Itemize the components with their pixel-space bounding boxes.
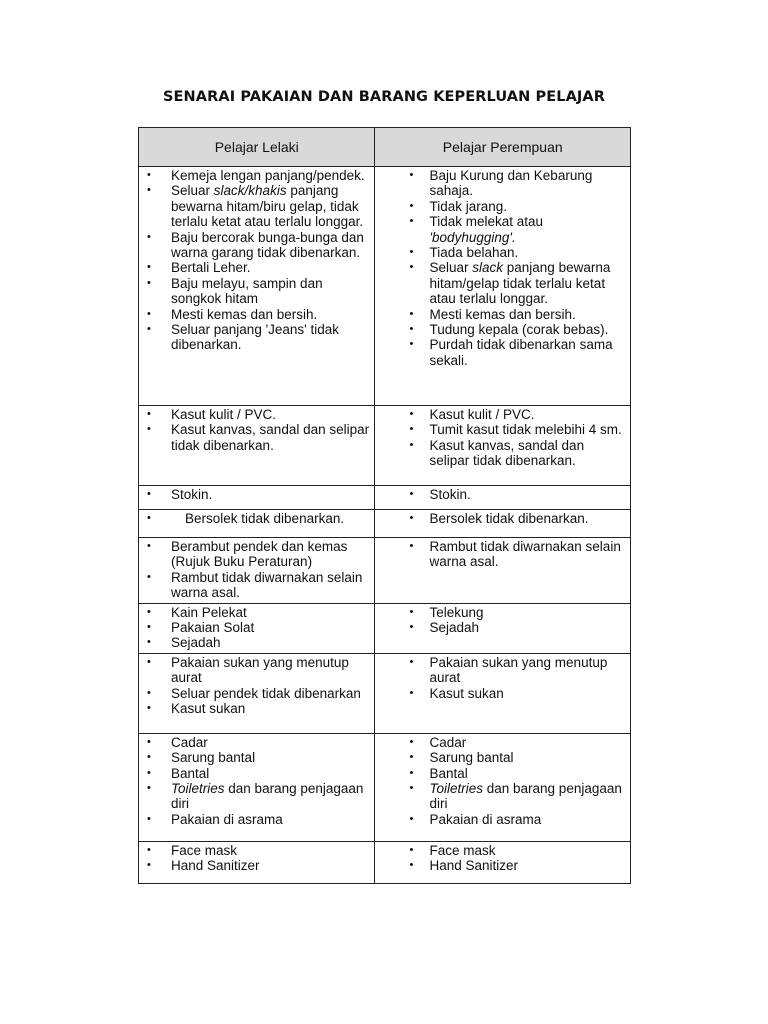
bullet-icon: • (147, 859, 151, 872)
list-item-text: Hand Sanitizer (429, 858, 519, 874)
list-item-text: Telekung (429, 604, 484, 620)
table-row (139, 733, 631, 841)
list-item-text: Kasut sukan (429, 685, 504, 701)
list-item (139, 230, 374, 261)
list-item (139, 322, 374, 353)
list-item (139, 766, 374, 781)
cell-lelaki (139, 406, 375, 486)
item-list (375, 842, 630, 876)
list-item (139, 635, 374, 650)
list-item (375, 422, 630, 437)
list-item (139, 422, 374, 453)
table-row (139, 538, 631, 604)
list-item (139, 570, 374, 601)
list-item (375, 511, 630, 526)
bullet-icon: • (147, 621, 151, 634)
item-list (139, 654, 374, 719)
list-item-text: Bertali Leher. (171, 260, 251, 276)
list-item (139, 168, 374, 183)
list-item-text: Baju melayu, sampin dan songkok hitam (171, 275, 323, 307)
list-item (375, 686, 630, 701)
page-title: SENARAI PAKAIAN DAN BARANG KEPERLUAN PELAJAR (163, 89, 605, 105)
list-item (139, 620, 374, 635)
list-item-text: Pakaian sukan yang menutup aurat (429, 654, 608, 686)
bullet-icon: • (409, 782, 414, 795)
list-item (375, 199, 630, 214)
bullet-icon: • (147, 735, 151, 748)
list-item-text: Pakaian di asrama (171, 811, 283, 827)
list-item-text: Kasut kulit / PVC. (429, 407, 535, 422)
list-item-text: Kasut kulit / PVC. (171, 407, 277, 422)
bullet-icon: • (147, 261, 151, 274)
item-list (139, 604, 374, 653)
bullet-icon: • (409, 338, 414, 351)
list-item (139, 701, 374, 716)
list-item (375, 407, 630, 422)
bullet-icon: • (409, 766, 414, 779)
list-item (375, 337, 630, 368)
list-item (375, 620, 630, 635)
list-item-text: Baju bercorak bunga-bunga dan warna garang tidak dibenarkan. (171, 229, 364, 261)
bullet-icon: • (409, 859, 414, 872)
list-item-text: Seluar slack/khakis panjang bewarna hitam/biru gelap, tidak terlalu ketat atau terlalu longgar. (171, 183, 364, 230)
table-row (139, 653, 631, 733)
table-row (139, 603, 631, 653)
item-list (375, 167, 630, 370)
cell-perempuan (375, 653, 631, 733)
header-pelajar-perempuan: Pelajar Perempuan (375, 128, 631, 167)
list-item-text: Seluar slack panjang bewarna hitam/gelap tidak terlalu ketat atau terlalu longgar. (429, 260, 611, 307)
cell-perempuan (375, 538, 631, 604)
bullet-icon: • (409, 169, 414, 181)
cell-lelaki (139, 653, 375, 733)
item-list (375, 734, 630, 829)
list-item-text: Kain Pelekat (171, 604, 247, 620)
bullet-icon: • (147, 423, 151, 436)
bullet-icon: • (147, 636, 151, 649)
item-list (375, 654, 630, 703)
bullet-icon: • (147, 276, 151, 289)
list-item-text: Toiletries dan barang penjagaan diri (171, 781, 364, 812)
list-item-text: Kemeja lengan panjang/pendek. (171, 168, 365, 183)
list-item-text: Baju Kurung dan Kebarung sahaja. (429, 168, 593, 199)
list-item-text: Sarung bantal (429, 750, 514, 766)
list-item (139, 735, 374, 750)
bullet-icon: • (409, 307, 414, 320)
bullet-icon: • (147, 488, 151, 500)
list-item-text: Tidak melekat atau 'bodyhugging'. (429, 214, 544, 245)
list-item-text: Tidak jarang. (429, 198, 508, 214)
bullet-icon: • (409, 438, 414, 451)
list-item-text: Seluar panjang 'Jeans' tidak dibenarkan. (171, 322, 340, 353)
list-item (139, 812, 374, 827)
item-list (139, 734, 374, 829)
list-item (139, 655, 374, 686)
list-item-text: Stokin. (429, 487, 471, 502)
list-item-text: Rambut tidak diwarnakan selain warna asal. (171, 569, 363, 601)
list-item (375, 781, 630, 812)
bullet-icon: • (147, 512, 151, 524)
list-item-text: Bantal (171, 765, 210, 781)
item-list (375, 510, 630, 528)
table-header-row (139, 128, 631, 167)
list-item (375, 858, 630, 873)
bullet-icon: • (409, 199, 414, 212)
bullet-icon: • (409, 512, 414, 524)
list-item (375, 539, 630, 570)
cell-perempuan (375, 733, 631, 841)
bullet-icon: • (147, 766, 151, 779)
list-item (139, 307, 374, 322)
list-item (139, 511, 374, 526)
item-list (375, 538, 630, 572)
cell-lelaki (139, 486, 375, 510)
list-item-text: Kasut kanvas, sandal dan selipar tidak dibenarkan. (429, 437, 585, 469)
list-item-text: Bersolek tidak dibenarkan. (429, 511, 589, 526)
bullet-icon: • (147, 408, 151, 420)
item-list (139, 406, 374, 455)
bullet-icon: • (147, 307, 151, 320)
bullet-icon: • (147, 751, 151, 764)
list-item (375, 655, 630, 686)
item-list (139, 538, 374, 603)
list-item-text: Seluar pendek tidak dibenarkan (171, 685, 361, 701)
list-item (139, 781, 374, 812)
bullet-icon: • (409, 246, 414, 259)
list-item-text: Toiletries dan barang penjagaan diri (429, 781, 622, 812)
bullet-icon: • (409, 540, 414, 552)
list-item-text: Face mask (171, 842, 238, 858)
bullet-icon: • (147, 169, 151, 181)
bullet-icon: • (409, 812, 414, 825)
list-item (375, 766, 630, 781)
bullet-icon: • (409, 423, 414, 436)
bullet-icon: • (147, 782, 151, 795)
list-item-text: Bantal (429, 765, 468, 781)
list-item-text: Mesti kemas dan bersih. (429, 306, 576, 322)
bullet-icon: • (147, 702, 151, 715)
bullet-icon: • (409, 621, 414, 634)
cell-lelaki (139, 603, 375, 653)
bullet-icon: • (409, 686, 414, 699)
bullet-icon: • (409, 751, 414, 764)
list-item (139, 843, 374, 858)
list-item (139, 260, 374, 275)
cell-perempuan (375, 167, 631, 406)
item-list (375, 486, 630, 504)
bullet-icon: • (409, 323, 414, 336)
list-item-text: Hand Sanitizer (171, 858, 260, 874)
list-item (375, 260, 630, 306)
clothing-list-table (138, 127, 631, 884)
cell-lelaki (139, 841, 375, 883)
list-item-text: Sarung bantal (171, 750, 256, 766)
list-item (139, 487, 374, 502)
bullet-icon: • (147, 605, 151, 618)
bullet-icon: • (409, 655, 414, 668)
bullet-icon: • (147, 184, 151, 197)
bullet-icon: • (147, 323, 151, 336)
cell-lelaki (139, 510, 375, 538)
bullet-icon: • (409, 261, 414, 274)
item-list (375, 604, 630, 638)
list-item (375, 438, 630, 469)
list-item (375, 812, 630, 827)
list-item (375, 245, 630, 260)
list-item-text: Kasut sukan (171, 701, 246, 717)
item-list (375, 406, 630, 471)
list-item-text: Sejadah (171, 635, 221, 651)
list-item (375, 750, 630, 765)
list-item-text: Berambut pendek dan kemas (Rujuk Buku Peraturan) (171, 539, 348, 570)
bullet-icon: • (147, 812, 151, 825)
item-list (139, 486, 374, 504)
list-item (139, 183, 374, 229)
cell-perempuan (375, 510, 631, 538)
bullet-icon: • (409, 605, 414, 618)
list-item-text: Pakaian di asrama (429, 811, 542, 827)
list-item-text: Cadar (171, 734, 208, 750)
list-item (375, 605, 630, 620)
list-item-text: Stokin. (171, 487, 213, 502)
list-item-text: Rambut tidak diwarnakan selain warna asal. (429, 539, 621, 570)
list-item-text: Sejadah (429, 620, 480, 636)
bullet-icon: • (147, 570, 151, 583)
cell-lelaki (139, 538, 375, 604)
list-item-text: Tudung kepala (corak bebas). (429, 322, 609, 338)
list-item (375, 214, 630, 245)
list-item (139, 407, 374, 422)
bullet-icon: • (409, 735, 414, 748)
list-item-text: Pakaian Solat (171, 620, 255, 636)
bullet-icon: • (147, 686, 151, 699)
list-item (375, 307, 630, 322)
table-row (139, 510, 631, 538)
item-list (139, 510, 374, 528)
list-item-text: Face mask (429, 842, 496, 858)
cell-perempuan (375, 841, 631, 883)
bullet-icon: • (147, 655, 151, 668)
list-item (139, 750, 374, 765)
list-item (375, 487, 630, 502)
list-item (139, 276, 374, 307)
list-item-text: Pakaian sukan yang menutup aurat (171, 654, 349, 686)
bullet-icon: • (147, 540, 151, 552)
item-list (139, 842, 374, 876)
item-list (139, 167, 374, 355)
table-row (139, 406, 631, 486)
list-item-text: Cadar (429, 734, 467, 750)
bullet-icon: • (147, 843, 151, 856)
table-row (139, 167, 631, 406)
bullet-icon: • (147, 230, 151, 243)
cell-perempuan (375, 486, 631, 510)
cell-lelaki (139, 167, 375, 406)
cell-perempuan (375, 406, 631, 486)
list-item (139, 539, 374, 570)
list-item-text: Purdah tidak dibenarkan sama sekali. (429, 337, 613, 368)
list-item (139, 858, 374, 873)
list-item (375, 735, 630, 750)
list-item-text: Tiada belahan. (429, 245, 519, 261)
list-item (375, 168, 630, 199)
cell-lelaki (139, 733, 375, 841)
list-item-text: Bersolek tidak dibenarkan. (185, 511, 345, 526)
list-item (139, 686, 374, 701)
bullet-icon: • (409, 408, 414, 420)
list-item-text: Kasut kanvas, sandal dan selipar tidak dibenarkan. (171, 422, 370, 453)
list-item (139, 605, 374, 620)
header-pelajar-lelaki: Pelajar Lelaki (139, 128, 375, 167)
bullet-icon: • (409, 488, 414, 500)
bullet-icon: • (409, 843, 414, 856)
cell-perempuan (375, 603, 631, 653)
table-row (139, 486, 631, 510)
list-item-text: Mesti kemas dan bersih. (171, 306, 318, 322)
list-item-text: Tumit kasut tidak melebihi 4 sm. (429, 422, 622, 438)
table-row (139, 841, 631, 883)
list-item (375, 843, 630, 858)
bullet-icon: • (409, 215, 414, 228)
list-item (375, 322, 630, 337)
